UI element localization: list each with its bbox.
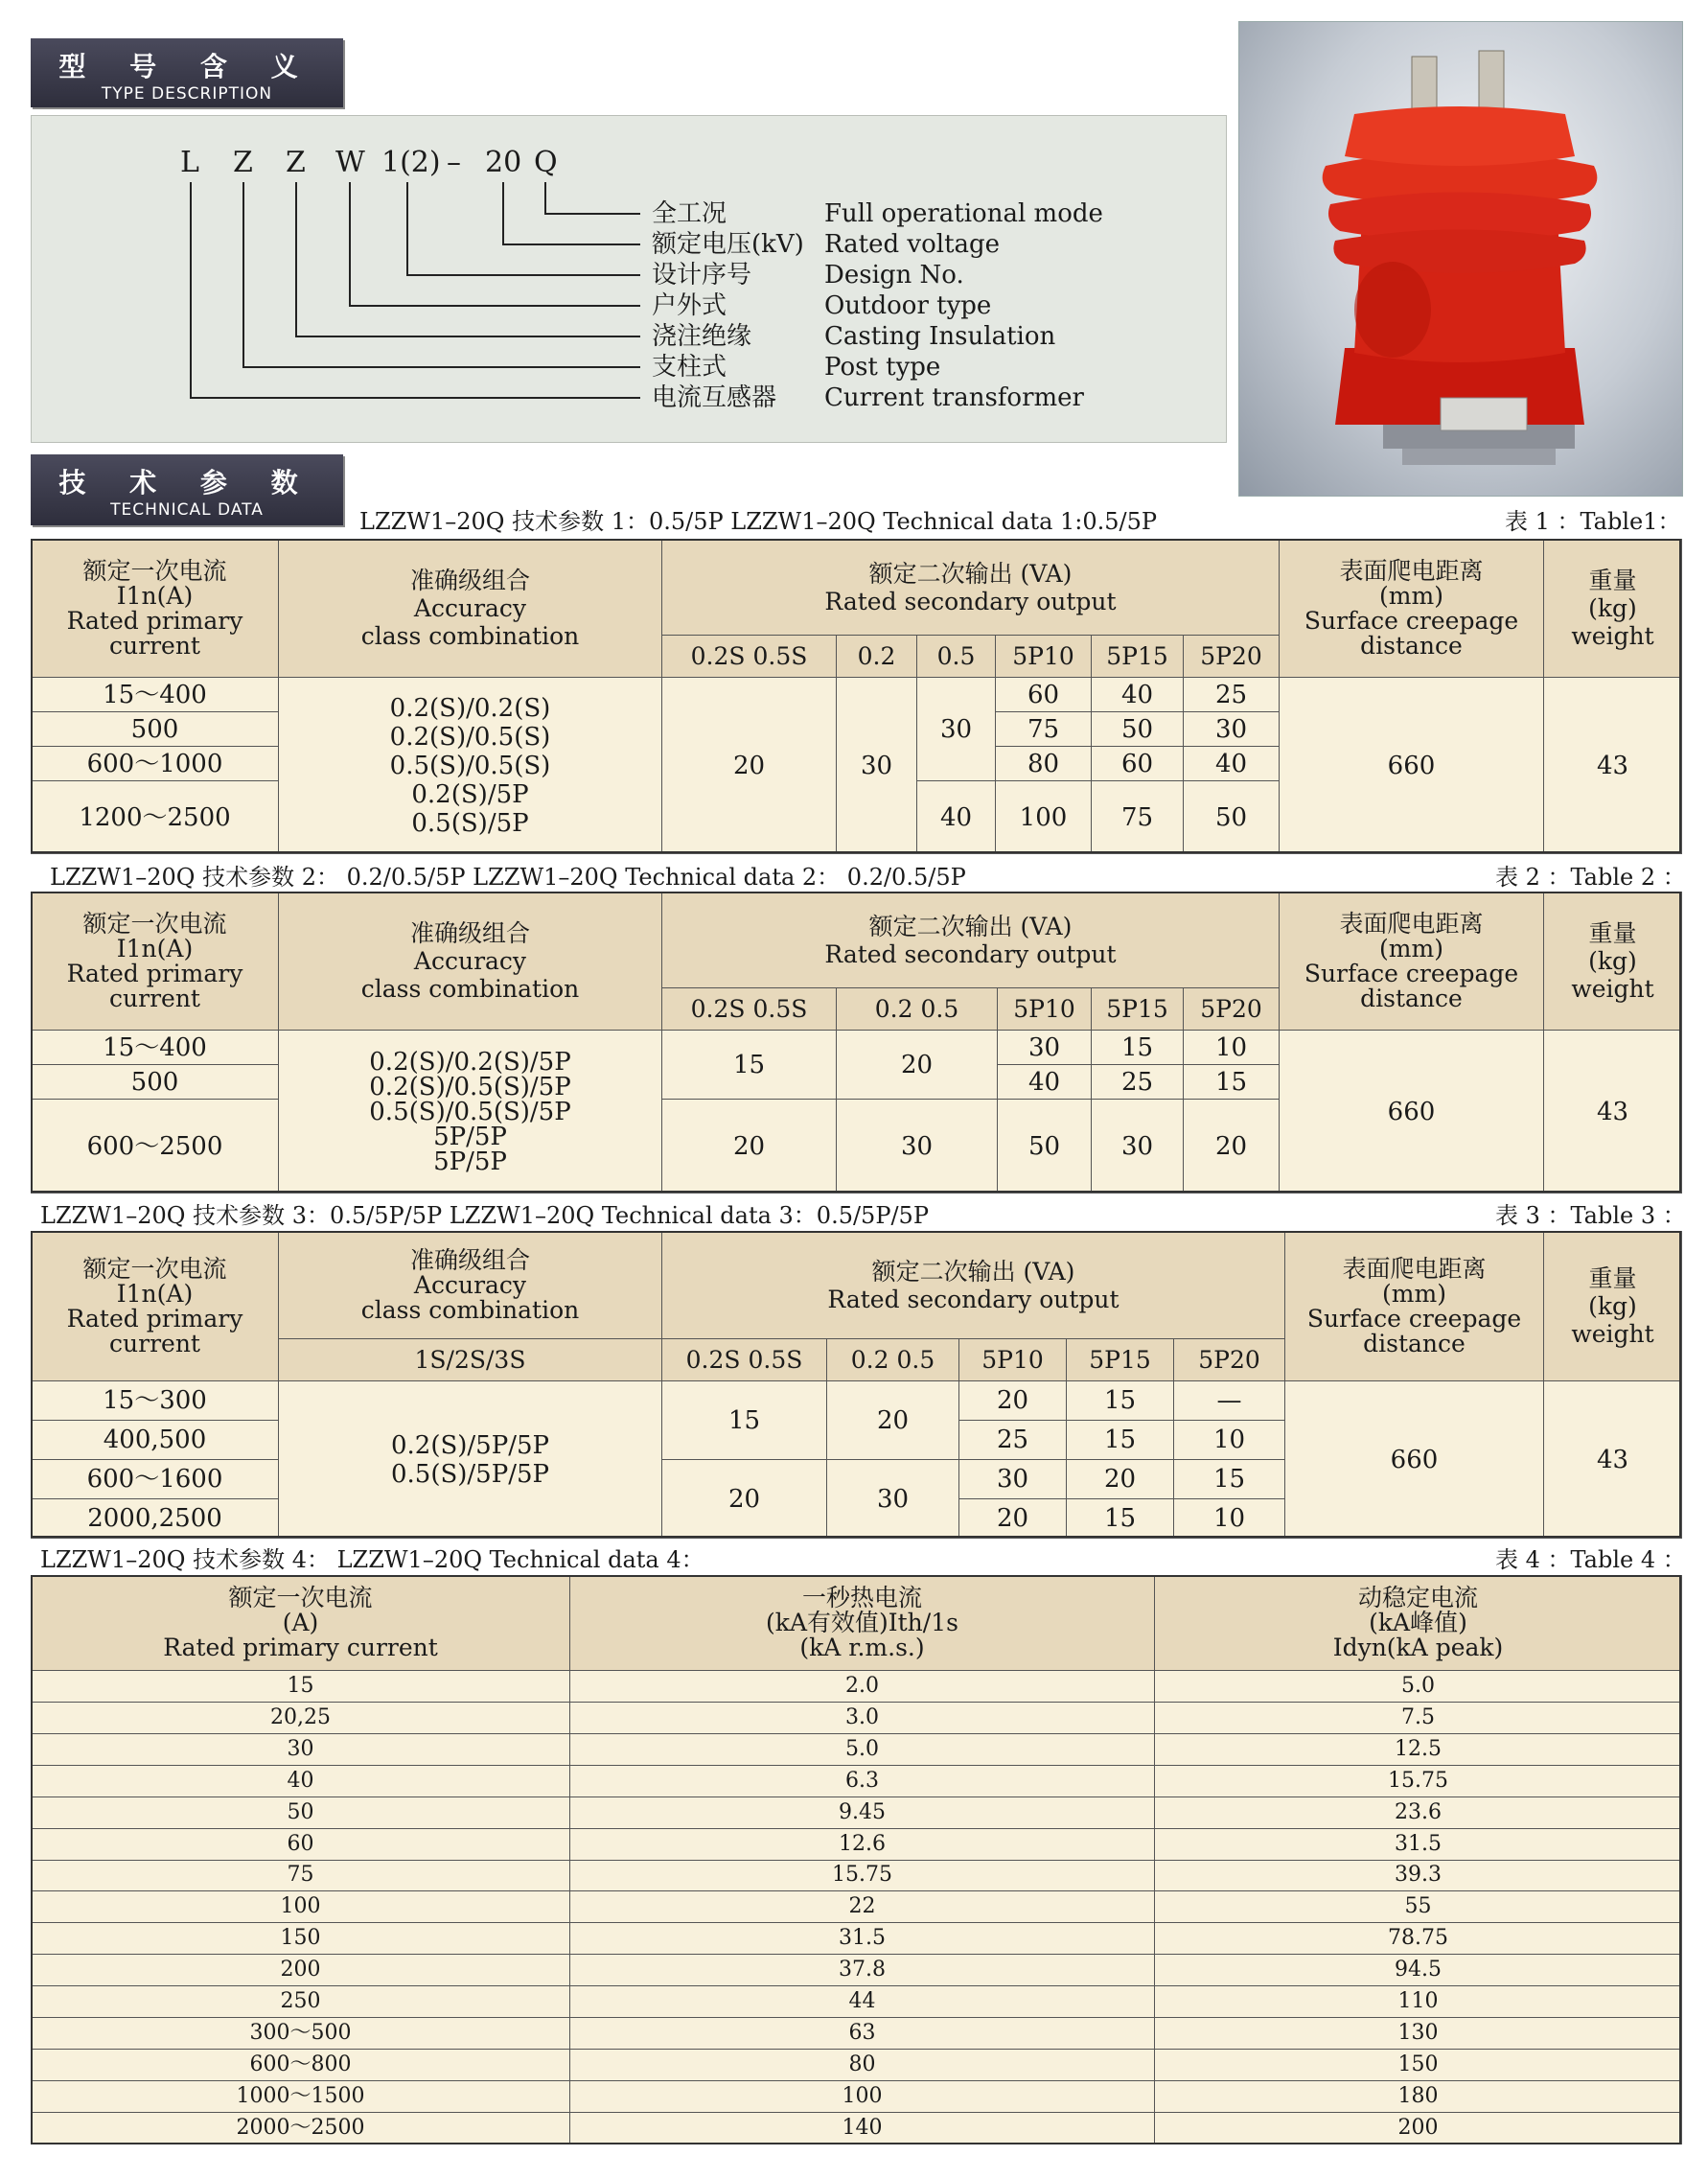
accuracy-cell: 0.2(S)/5P/5P 0.5(S)/5P/5P [279, 1381, 662, 1539]
meaning-en: Rated voltage [824, 230, 1001, 259]
value-cell: 10 [1174, 1421, 1285, 1460]
value-cell: 15 [1067, 1499, 1174, 1539]
dynamic-cell: 55 [1155, 1891, 1682, 1923]
weight-value: 43 [1544, 1381, 1682, 1539]
accuracy-cell: 0.2(S)/0.2(S) 0.2(S)/0.5(S) 0.5(S)/0.5(S) 0.2(S)/5P 0.5(S)/5P [279, 678, 662, 854]
table4-caption: LZZW1–20Q 技术参数 4： LZZW1–20Q Technical data 4： [40, 1546, 704, 1573]
dynamic-cell: 7.5 [1155, 1702, 1682, 1733]
subheader: 0.2S 0.5S [662, 636, 837, 678]
meaning-zh: 浇注绝缘 [652, 322, 752, 351]
table3-caption: LZZW1–20Q 技术参数 3：0.5/5P/5P LZZW1–20Q Technical data 3：0.5/5P/5P [40, 1202, 929, 1229]
leader-line [295, 182, 297, 336]
value-cell: 25 [1184, 678, 1280, 712]
header-creepage-distance: 表面爬电距离 (mm) Surface creepage distance [1285, 1232, 1544, 1381]
thermal-cell: 44 [570, 1986, 1155, 2018]
current-cell: 600～1600 [32, 1460, 279, 1499]
leader-line [349, 182, 351, 306]
table-row [32, 2050, 1682, 2081]
value-cell: 20 [1184, 1100, 1280, 1194]
value-cell: 60 [996, 678, 1092, 712]
thermal-cell: 3.0 [570, 1702, 1155, 1733]
table2 [31, 892, 1682, 1194]
current-cell: 150 [32, 1923, 570, 1955]
table-row [32, 2080, 1682, 2112]
value-cell: 20 [662, 678, 837, 854]
subheader: 5P20 [1184, 636, 1280, 678]
subheader: 1S/2S/3S [279, 1339, 662, 1381]
subheader: 5P15 [1092, 636, 1184, 678]
meaning-en: Full operational mode [824, 199, 1103, 228]
subheader: 0.2S 0.5S [662, 988, 837, 1031]
weight-value: 43 [1544, 1031, 1682, 1194]
transformer-illustration [1239, 22, 1682, 496]
value-cell: 40 [917, 781, 996, 854]
dynamic-cell: 39.3 [1155, 1860, 1682, 1891]
meaning-en: Current transformer [824, 383, 1084, 412]
table1-caption: LZZW1–20Q 技术参数 1：0.5/5P LZZW1–20Q Technical data 1:0.5/5P [359, 508, 1158, 535]
value-cell: 15 [1067, 1421, 1174, 1460]
current-cell: 400,500 [32, 1421, 279, 1460]
thermal-cell: 15.75 [570, 1860, 1155, 1891]
current-cell: 60 [32, 1828, 570, 1860]
table4 [31, 1575, 1682, 2144]
leader-line [502, 182, 504, 244]
meaning-en: Design No. [824, 261, 964, 290]
table-row [32, 1671, 1682, 1703]
type-description-badge [31, 38, 343, 107]
dynamic-cell: 5.0 [1155, 1671, 1682, 1703]
dynamic-cell: 110 [1155, 1986, 1682, 2018]
current-cell: 15～300 [32, 1381, 279, 1421]
current-cell: 50 [32, 1797, 570, 1828]
current-cell: 600～800 [32, 2050, 570, 2081]
value-cell: 15 [662, 1031, 837, 1100]
weight-value: 43 [1544, 678, 1682, 854]
leader-line [406, 274, 640, 276]
subheader: 5P20 [1184, 988, 1280, 1031]
header-weight: 重量 (kg) weight [1544, 540, 1682, 678]
dynamic-cell: 15.75 [1155, 1765, 1682, 1797]
subheader: 5P10 [998, 988, 1092, 1031]
value-cell: 30 [837, 1100, 998, 1194]
value-cell: 50 [998, 1100, 1092, 1194]
accuracy-cell: 0.2(S)/0.2(S)/5P 0.2(S)/0.5(S)/5P 0.5(S)/0.5(S)/5P 5P/5P 5P/5P [279, 1031, 662, 1194]
table-row [32, 2018, 1682, 2050]
current-cell: 15～400 [32, 1031, 279, 1065]
thermal-cell: 80 [570, 2050, 1155, 2081]
current-cell: 200 [32, 1955, 570, 1986]
value-cell: 75 [996, 712, 1092, 747]
code-letter: Z [233, 146, 253, 179]
dynamic-cell: 200 [1155, 2112, 1682, 2144]
current-cell: 600～2500 [32, 1100, 279, 1194]
leader-line [349, 305, 640, 307]
value-cell: 20 [662, 1460, 827, 1539]
product-photo [1238, 21, 1683, 497]
header-rated-current: 额定一次电流 (A) Rated primary current [32, 1576, 570, 1671]
header-thermal-current: 一秒热电流 (kA有效值)Ith/1s (kA r.m.s.) [570, 1576, 1155, 1671]
value-cell: 20 [959, 1499, 1067, 1539]
current-cell: 500 [32, 712, 279, 747]
header-rated-primary-current: 额定一次电流 I1n(A) Rated primary current [32, 1232, 279, 1381]
current-cell: 500 [32, 1065, 279, 1100]
value-cell: 10 [1184, 1031, 1280, 1065]
thermal-cell: 37.8 [570, 1955, 1155, 1986]
current-cell: 40 [32, 1765, 570, 1797]
value-cell: 30 [837, 678, 917, 854]
table2-caption: LZZW1–20Q 技术参数 2： 0.2/0.5/5P LZZW1–20Q Technical data 2： 0.2/0.5/5P [50, 864, 966, 891]
code-letter: W [335, 146, 365, 179]
thermal-cell: 100 [570, 2080, 1155, 2112]
value-cell: 15 [662, 1381, 827, 1460]
value-cell: 30 [917, 678, 996, 781]
header-rated-secondary-output: 额定二次输出 (VA) Rated secondary output [662, 1232, 1285, 1339]
thermal-cell: 140 [570, 2112, 1155, 2144]
leader-line [544, 182, 546, 214]
value-cell: 15 [1067, 1381, 1174, 1421]
value-cell: 75 [1092, 781, 1184, 854]
value-cell: 30 [1092, 1100, 1184, 1194]
leader-line [190, 397, 640, 399]
table-row [32, 1733, 1682, 1765]
current-cell: 1000～1500 [32, 2080, 570, 2112]
meaning-zh: 额定电压(kV) [652, 230, 804, 259]
leader-line [242, 366, 640, 368]
value-cell: 40 [998, 1065, 1092, 1100]
thermal-cell: 9.45 [570, 1797, 1155, 1828]
table-row [32, 1923, 1682, 1955]
meaning-en: Casting Insulation [824, 322, 1056, 351]
leader-line [406, 182, 408, 275]
subheader: 5P10 [996, 636, 1092, 678]
value-cell: 30 [1184, 712, 1280, 747]
thermal-cell: 31.5 [570, 1923, 1155, 1955]
current-cell: 2000,2500 [32, 1499, 279, 1539]
thermal-cell: 63 [570, 2018, 1155, 2050]
leader-line [242, 182, 244, 367]
leader-line [502, 243, 640, 245]
dynamic-cell: 31.5 [1155, 1828, 1682, 1860]
current-cell: 75 [32, 1860, 570, 1891]
header-accuracy-class: 准确级组合 Accuracy class combination [279, 540, 662, 678]
code-letter: 1(2) [381, 146, 441, 179]
subheader: 0.2 0.5 [827, 1339, 959, 1381]
header-rated-secondary-output: 额定二次输出 (VA) Rated secondary output [662, 892, 1280, 988]
value-cell: 30 [998, 1031, 1092, 1065]
value-cell: 25 [1092, 1065, 1184, 1100]
creepage-value: 660 [1280, 1031, 1544, 1194]
value-cell: 50 [1092, 712, 1184, 747]
value-cell: 15 [1174, 1460, 1285, 1499]
header-dynamic-current: 动稳定电流 (kA峰值) Idyn(kA peak) [1155, 1576, 1682, 1671]
badge-title-zh: 型 号 含 义 [58, 51, 315, 82]
value-cell: 20 [662, 1100, 837, 1194]
dynamic-cell: 23.6 [1155, 1797, 1682, 1828]
table2-number: 表 2 ：Table 2 ： [1495, 864, 1686, 891]
code-letter: L [180, 146, 199, 179]
table-row [32, 1986, 1682, 2018]
leader-line [190, 182, 192, 398]
meaning-zh: 设计序号 [652, 261, 752, 290]
value-cell: 25 [959, 1421, 1067, 1460]
current-cell: 300～500 [32, 2018, 570, 2050]
header-rated-secondary-output: 额定二次输出 (VA) Rated secondary output [662, 540, 1280, 636]
current-cell: 15 [32, 1671, 570, 1703]
subheader: 0.2 [837, 636, 917, 678]
creepage-value: 660 [1285, 1381, 1544, 1539]
table-row [32, 1702, 1682, 1733]
table-row [32, 1955, 1682, 1986]
meaning-zh: 全工况 [652, 199, 727, 228]
meaning-zh: 户外式 [652, 291, 727, 320]
subheader: 0.2S 0.5S [662, 1339, 827, 1381]
current-cell: 250 [32, 1986, 570, 2018]
subheader: 5P20 [1174, 1339, 1285, 1381]
thermal-cell: 12.6 [570, 1828, 1155, 1860]
creepage-value: 660 [1280, 678, 1544, 854]
current-cell: 100 [32, 1891, 570, 1923]
value-cell: 15 [1184, 1065, 1280, 1100]
value-cell: 20 [1067, 1460, 1174, 1499]
badge-title-en: TECHNICAL DATA [110, 500, 264, 520]
table4-body [32, 1671, 1682, 2144]
code-letter: Z [286, 146, 306, 179]
thermal-cell: 5.0 [570, 1733, 1155, 1765]
meaning-zh: 电流互感器 [652, 383, 777, 412]
technical-data-badge [31, 454, 343, 525]
table-row [32, 1860, 1682, 1891]
meaning-en: Post type [824, 353, 941, 382]
header-weight: 重量 (kg) weight [1544, 1232, 1682, 1381]
header-accuracy-class: 准确级组合 Accuracy class combination [279, 892, 662, 1031]
leader-line [544, 213, 640, 215]
thermal-cell: 6.3 [570, 1765, 1155, 1797]
value-cell: 30 [827, 1460, 959, 1539]
dynamic-cell: 130 [1155, 2018, 1682, 2050]
table3 [31, 1231, 1682, 1539]
dynamic-cell: 94.5 [1155, 1955, 1682, 1986]
dynamic-cell: 180 [1155, 2080, 1682, 2112]
header-rated-primary-current: 额定一次电流 I1n(A) Rated primary current [32, 892, 279, 1031]
header-creepage-distance: 表面爬电距离 (mm) Surface creepage distance [1280, 892, 1544, 1031]
badge-title-en: TYPE DESCRIPTION [101, 84, 273, 104]
code-letter: – [447, 146, 461, 179]
value-cell: 30 [959, 1460, 1067, 1499]
current-cell: 15～400 [32, 678, 279, 712]
dynamic-cell: 78.75 [1155, 1923, 1682, 1955]
subheader: 0.5 [917, 636, 996, 678]
table-row [32, 1828, 1682, 1860]
dynamic-cell: 150 [1155, 2050, 1682, 2081]
value-cell: 10 [1174, 1499, 1285, 1539]
header-creepage-distance: 表面爬电距离 (mm) Surface creepage distance [1280, 540, 1544, 678]
table3-number: 表 3 ：Table 3 ： [1495, 1202, 1686, 1229]
value-cell: 100 [996, 781, 1092, 854]
value-cell: 20 [837, 1031, 998, 1100]
table-row [32, 1797, 1682, 1828]
leader-line [295, 336, 640, 337]
subheader: 5P15 [1067, 1339, 1174, 1381]
thermal-cell: 2.0 [570, 1671, 1155, 1703]
badge-title-zh: 技 术 参 数 [58, 467, 315, 498]
value-cell: 50 [1184, 781, 1280, 854]
value-cell: — [1174, 1381, 1285, 1421]
value-cell: 40 [1092, 678, 1184, 712]
meaning-en: Outdoor type [824, 291, 992, 320]
current-cell: 600～1000 [32, 747, 279, 781]
current-cell: 1200～2500 [32, 781, 279, 854]
value-cell: 20 [827, 1381, 959, 1460]
table1 [31, 539, 1682, 854]
header-weight: 重量 (kg) weight [1544, 892, 1682, 1031]
header-accuracy-class: 准确级组合 Accuracy class combination [279, 1232, 662, 1339]
table-row [32, 1891, 1682, 1923]
value-cell: 40 [1184, 747, 1280, 781]
code-letter: 20 [485, 146, 522, 179]
table-row [32, 1765, 1682, 1797]
value-cell: 80 [996, 747, 1092, 781]
value-cell: 20 [959, 1381, 1067, 1421]
subheader: 5P10 [959, 1339, 1067, 1381]
dynamic-cell: 12.5 [1155, 1733, 1682, 1765]
table1-number: 表 1 ：Table1： [1505, 508, 1681, 535]
value-cell: 15 [1092, 1031, 1184, 1065]
thermal-cell: 22 [570, 1891, 1155, 1923]
table-row [32, 2112, 1682, 2144]
current-cell: 20,25 [32, 1702, 570, 1733]
subheader: 0.2 0.5 [837, 988, 998, 1031]
code-letter: Q [534, 146, 558, 179]
header-rated-primary-current: 额定一次电流 I1n(A) Rated primary current [32, 540, 279, 678]
table4-number: 表 4 ：Table 4 ： [1495, 1546, 1686, 1573]
current-cell: 2000～2500 [32, 2112, 570, 2144]
value-cell: 60 [1092, 747, 1184, 781]
subheader: 5P15 [1092, 988, 1184, 1031]
current-cell: 30 [32, 1733, 570, 1765]
meaning-zh: 支柱式 [652, 353, 727, 382]
